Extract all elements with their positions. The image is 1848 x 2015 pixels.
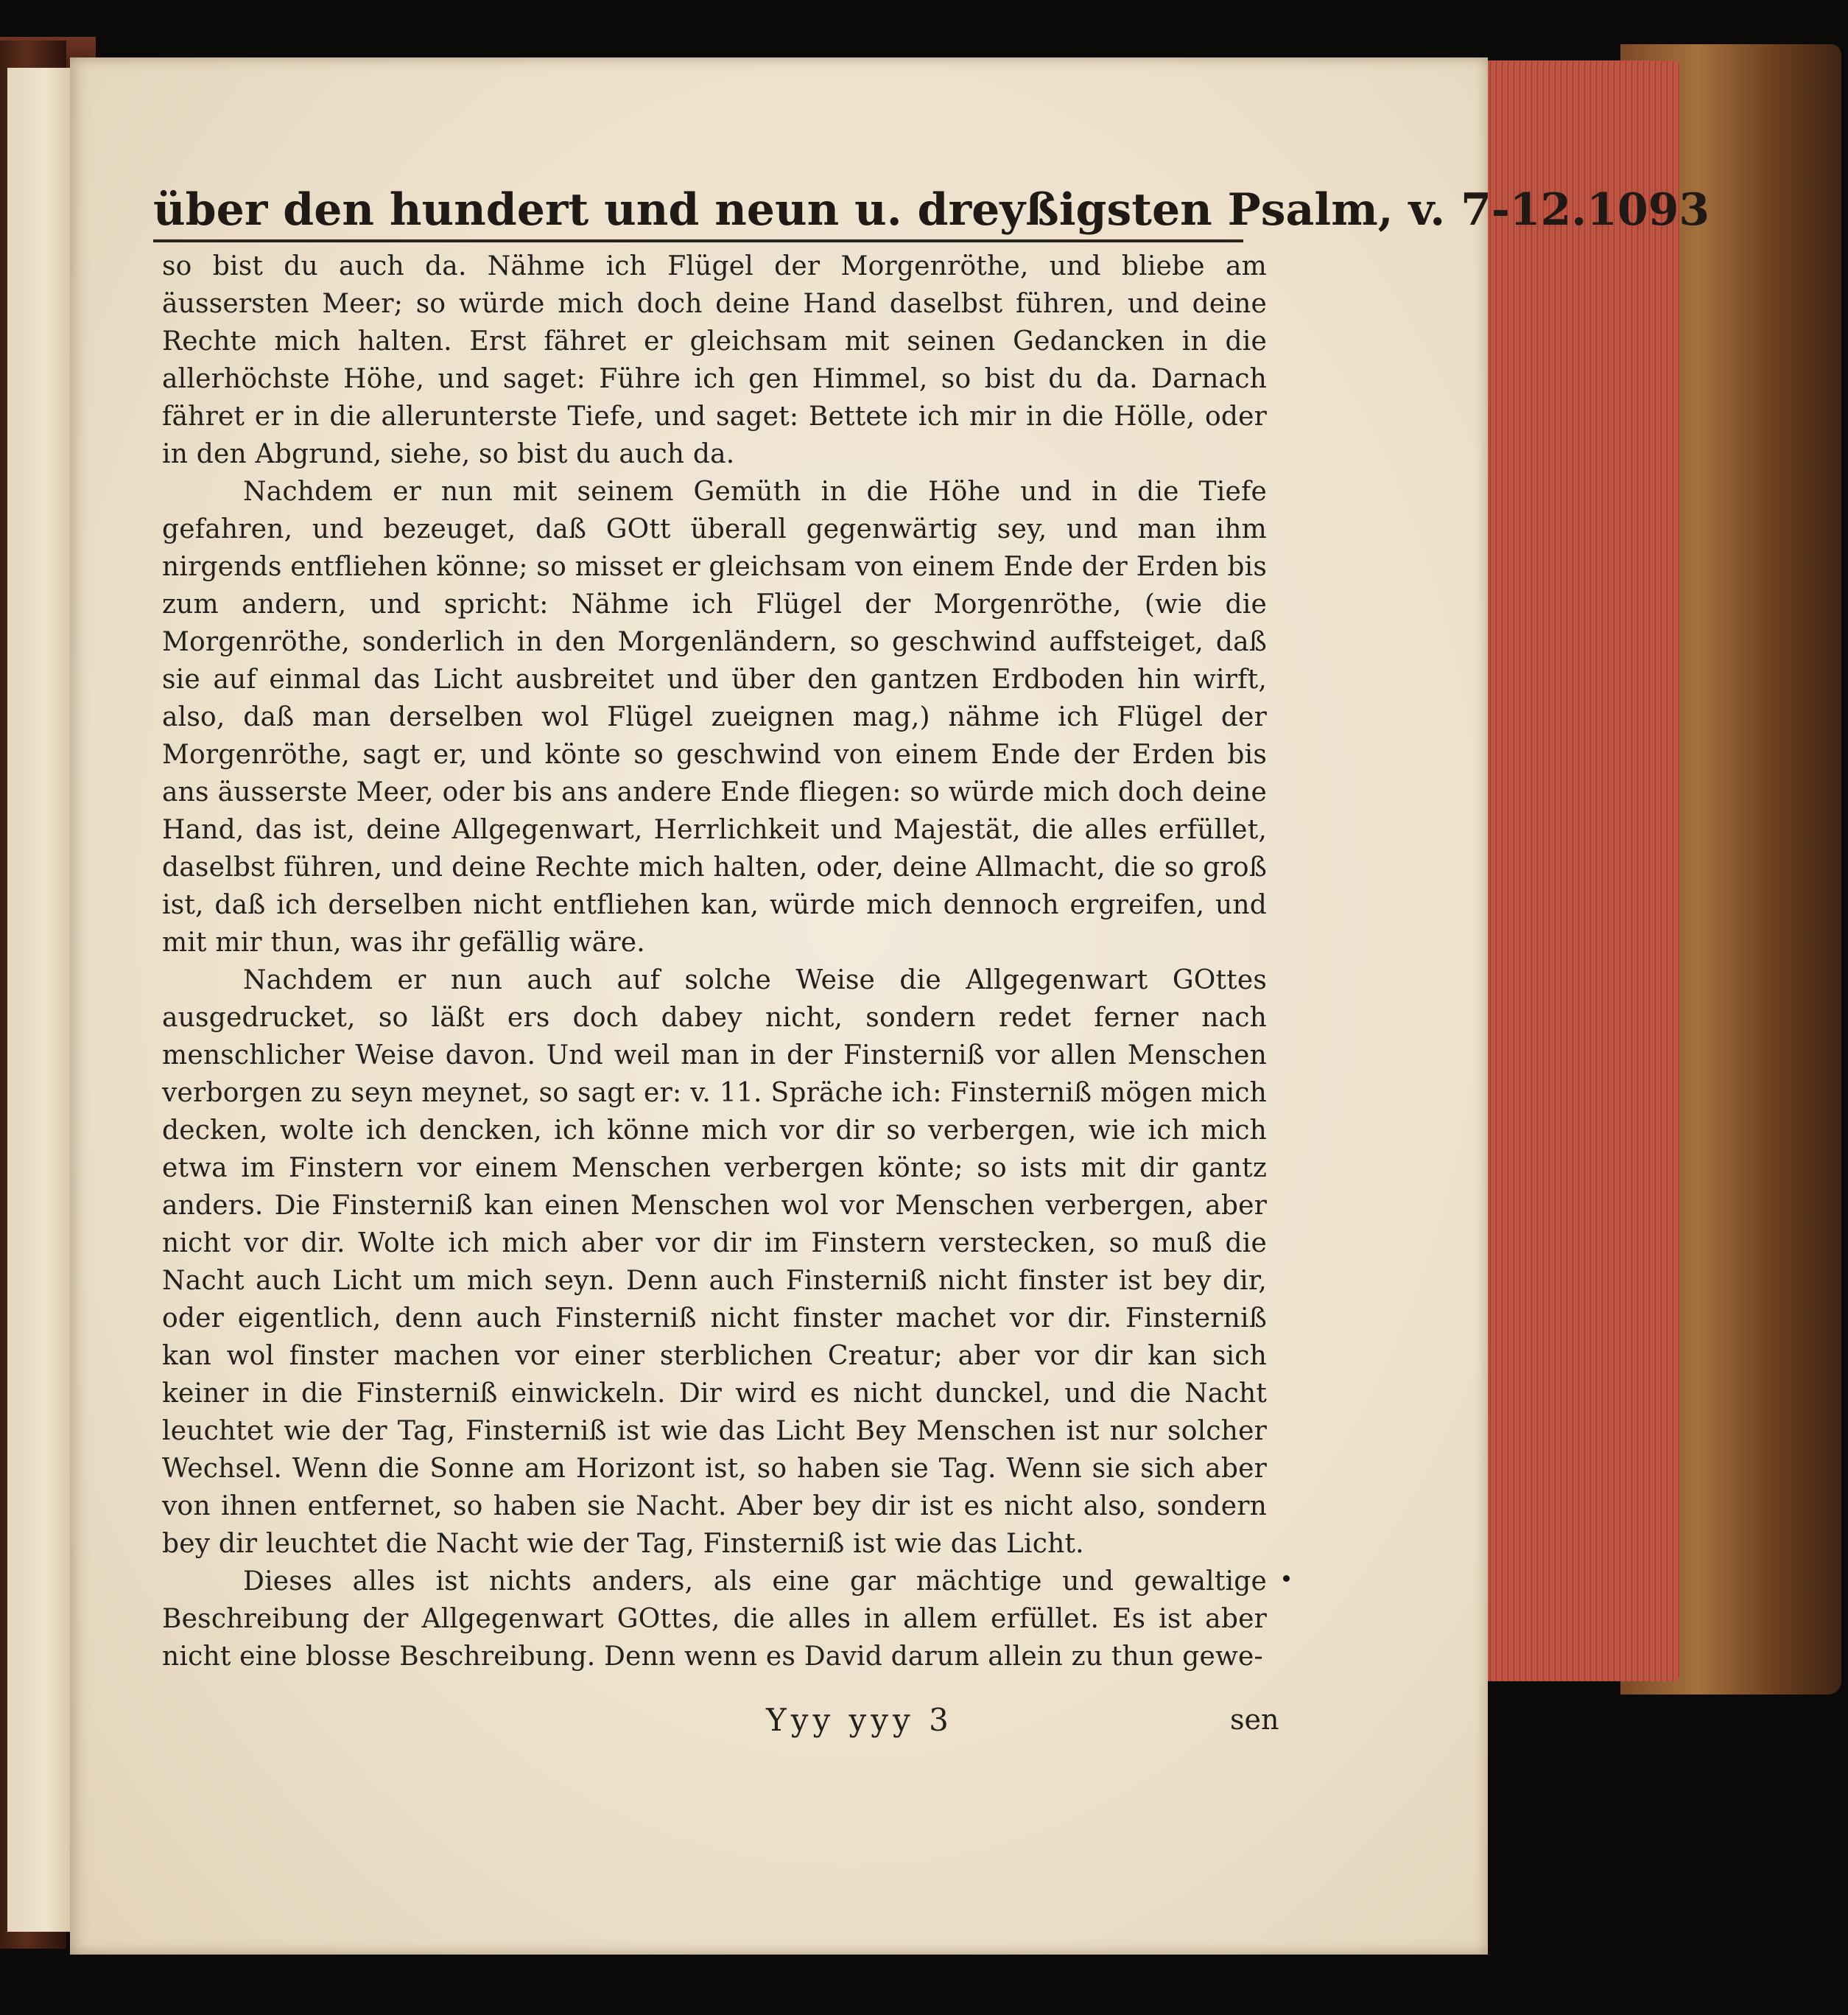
- red-page-edges: [1480, 60, 1679, 1681]
- paragraph: Dieses alles ist nichts anders, als eine gar mächtige und gewaltige Beschreibung der Allgegenwart GOttes, die alles in allem erfüllet. Es ist aber nicht eine blosse Beschreibung. Denn wenn es David darum allein zu thun gewe-: [162, 1566, 1267, 1672]
- paragraph: so bist du auch da. Nähme ich Flügel der Morgenröthe, und bliebe am äussersten Meer; so würde mich doch deine Hand daselbst führen, und deine Rechte mich halten. Erst fähret er gleichsam mit seinen Gedancken in die allerhöchste Höhe, und saget: Führe ich gen Himmel, so bist du da. Darnach fähret er in die allerunterste Tiefe, und saget: Bettete ich mir in die Hölle, oder in den Abgrund, siehe, so bist du auch da.: [162, 251, 1267, 469]
- ink-dot: [1283, 1575, 1290, 1582]
- page-number: 1093: [1587, 184, 1710, 236]
- paragraph: Nachdem er nun auch auf solche Weise die Allgegenwart GOttes ausgedrucket, so läßt ers doch dabey nicht, sondern redet ferner nach menschlicher Weise davon. Und weil man in der Finsterniß vor allen Menschen verborgen zu seyn meynet, so sagt er: v. 11. Spräche ich: Finsterniß mögen mich decken, wolte ich dencken, ich könne mich vor dir so verbergen, wie ich mich etwa im Finstern vor einem Menschen verbergen könte; so ists mit dir gantz anders. Die Finsterniß kan einen Menschen wol vor Menschen verbergen, aber nicht vor dir. Wolte ich mich aber vor dir im Finstern verstecken, so muß die Nacht auch Licht um mich seyn. Denn auch Finsterniß nicht finster ist bey dir, oder eigentlich, denn auch Finsterniß nicht finster machet vor dir. Finsterniß kan wol finster machen vor einer sterblichen Creatur; aber vor dir kan sich keiner in die Finsterniß einwickeln. Dir wird es nicht dunckel, und die Nacht leuchtet wie der Tag, Finsterniß ist wie das Licht Bey Menschen ist nur solcher Wechsel. Wenn die Sonne am Horizont ist, so haben sie Tag. Wenn sie sich aber von ihnen entfernet, so haben sie Nacht. Aber bey dir ist es nicht also, sondern bey dir leuchtet die Nacht wie der Tag, Finsterniß ist wie das Licht.: [162, 965, 1267, 1559]
- catchword: sen: [1230, 1703, 1279, 1736]
- left-page-sliver: [7, 68, 72, 1932]
- body-text: [162, 248, 1267, 1675]
- paragraph: Nachdem er nun mit seinem Gemüth in die Höhe und in die Tiefe gefahren, und bezeuget, daß GOtt überall gegenwärtig sey, und man ihm nirgends entfliehen könne; so misset er gleichsam von einem Ende der Erden bis zum andern, und spricht: Nähme ich Flügel der Morgenröthe, (wie die Morgenröthe, sonderlich in den Morgenländern, so geschwind auffsteiget, daß sie auf einmal das Licht ausbreitet und über den gantzen Erdboden hin wirft, also, daß man derselben wol Flügel zueignen mag,) nähme ich Flügel der Morgenröthe, sagt er, und könte so geschwind von einem Ende der Erden bis ans äusserste Meer, oder bis ans andere Ende fliegen: so würde mich doch deine Hand, das ist, deine Allgegenwart, Herrlichkeit und Majestät, die alles erfüllet, daselbst führen, und deine Rechte mich halten, oder, deine Allmacht, die so groß ist, daß ich derselben nicht entfliehen kan, würde mich dennoch ergreifen, und mit mir thun, was ihr gefällig wäre.: [162, 477, 1267, 958]
- running-header: [153, 177, 1710, 236]
- running-title: über den hundert und neun u. dreyßigsten Psalm, v. 7-12.: [153, 184, 1587, 236]
- header-rule: [153, 239, 1243, 242]
- signature-mark: Yyy yyy 3: [766, 1702, 953, 1738]
